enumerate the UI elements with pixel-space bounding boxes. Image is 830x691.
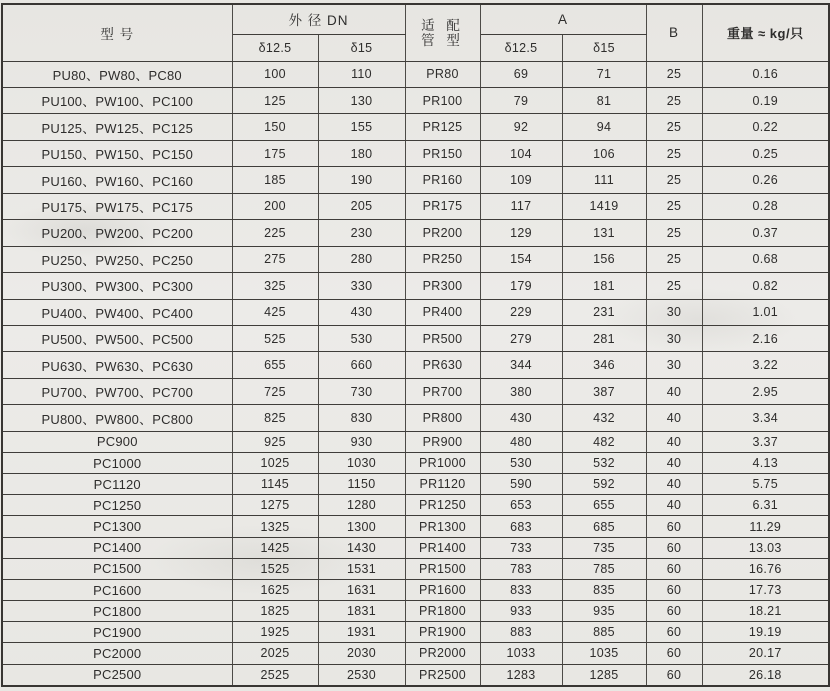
cell-dn-delta15: 530 xyxy=(318,326,405,352)
cell-pipe-type: PR1900 xyxy=(405,622,480,643)
cell-dn-delta12-5: 275 xyxy=(232,246,318,272)
cell-pipe-type: PR175 xyxy=(405,193,480,219)
header-dn-delta-15: δ15 xyxy=(318,34,405,61)
cell-weight: 11.29 xyxy=(702,516,829,537)
cell-a-delta15: 71 xyxy=(562,61,646,87)
cell-a-delta12-5: 933 xyxy=(480,601,562,622)
table-row xyxy=(2,537,829,558)
cell-dn-delta15: 1831 xyxy=(318,601,405,622)
cell-b: 25 xyxy=(646,167,702,193)
cell-pipe-type: PR1000 xyxy=(405,453,480,474)
cell-dn-delta12-5: 725 xyxy=(232,378,318,404)
cell-dn-delta15: 1931 xyxy=(318,622,405,643)
cell-a-delta15: 885 xyxy=(562,622,646,643)
cell-b: 40 xyxy=(646,474,702,495)
cell-model: PU300、PW300、PC300 xyxy=(2,273,232,299)
table-row xyxy=(2,193,829,219)
table-row xyxy=(2,220,829,246)
cell-weight: 1.01 xyxy=(702,299,829,325)
cell-dn-delta15: 1150 xyxy=(318,474,405,495)
table-row xyxy=(2,558,829,579)
cell-dn-delta12-5: 1825 xyxy=(232,601,318,622)
cell-dn-delta12-5: 925 xyxy=(232,431,318,452)
table-row xyxy=(2,87,829,113)
cell-a-delta12-5: 154 xyxy=(480,246,562,272)
cell-a-delta12-5: 117 xyxy=(480,193,562,219)
header-outer-diameter-dn: 外 径 DN xyxy=(232,4,405,34)
cell-pipe-type: PR1600 xyxy=(405,579,480,600)
cell-model: PU200、PW200、PC200 xyxy=(2,220,232,246)
cell-a-delta12-5: 92 xyxy=(480,114,562,140)
cell-pipe-type: PR1120 xyxy=(405,474,480,495)
table-body xyxy=(2,61,829,686)
cell-a-delta12-5: 104 xyxy=(480,140,562,166)
cell-weight: 2.95 xyxy=(702,378,829,404)
cell-dn-delta15: 2530 xyxy=(318,664,405,686)
cell-model: PU630、PW630、PC630 xyxy=(2,352,232,378)
cell-a-delta15: 1035 xyxy=(562,643,646,664)
cell-dn-delta15: 130 xyxy=(318,87,405,113)
cell-pipe-type: PR1250 xyxy=(405,495,480,516)
cell-dn-delta12-5: 2525 xyxy=(232,664,318,686)
cell-dn-delta15: 180 xyxy=(318,140,405,166)
cell-model: PU150、PW150、PC150 xyxy=(2,140,232,166)
cell-b: 25 xyxy=(646,114,702,140)
cell-a-delta15: 432 xyxy=(562,405,646,431)
cell-model: PC1900 xyxy=(2,622,232,643)
cell-a-delta12-5: 69 xyxy=(480,61,562,87)
table-row xyxy=(2,326,829,352)
cell-dn-delta15: 830 xyxy=(318,405,405,431)
cell-b: 60 xyxy=(646,643,702,664)
cell-model: PU175、PW175、PC175 xyxy=(2,193,232,219)
cell-dn-delta12-5: 100 xyxy=(232,61,318,87)
table-row xyxy=(2,378,829,404)
cell-b: 25 xyxy=(646,220,702,246)
cell-dn-delta12-5: 200 xyxy=(232,193,318,219)
table-row xyxy=(2,114,829,140)
cell-dn-delta15: 2030 xyxy=(318,643,405,664)
cell-pipe-type: PR1800 xyxy=(405,601,480,622)
cell-a-delta12-5: 733 xyxy=(480,537,562,558)
cell-a-delta15: 111 xyxy=(562,167,646,193)
cell-b: 60 xyxy=(646,579,702,600)
cell-weight: 18.21 xyxy=(702,601,829,622)
header-a-delta-15: δ15 xyxy=(562,34,646,61)
cell-model: PC1500 xyxy=(2,558,232,579)
table-row xyxy=(2,246,829,272)
cell-pipe-type: PR630 xyxy=(405,352,480,378)
header-pipe-type-line1: 适 配 xyxy=(421,17,464,33)
cell-dn-delta15: 730 xyxy=(318,378,405,404)
cell-pipe-type: PR250 xyxy=(405,246,480,272)
cell-a-delta12-5: 129 xyxy=(480,220,562,246)
cell-a-delta15: 131 xyxy=(562,220,646,246)
cell-a-delta15: 106 xyxy=(562,140,646,166)
cell-dn-delta15: 660 xyxy=(318,352,405,378)
cell-b: 40 xyxy=(646,405,702,431)
cell-a-delta15: 94 xyxy=(562,114,646,140)
cell-a-delta12-5: 79 xyxy=(480,87,562,113)
cell-model: PU500、PW500、PC500 xyxy=(2,326,232,352)
cell-a-delta12-5: 783 xyxy=(480,558,562,579)
cell-b: 60 xyxy=(646,601,702,622)
cell-dn-delta15: 930 xyxy=(318,431,405,452)
cell-pipe-type: PR300 xyxy=(405,273,480,299)
cell-model: PU250、PW250、PC250 xyxy=(2,246,232,272)
cell-pipe-type: PR1500 xyxy=(405,558,480,579)
cell-a-delta12-5: 1033 xyxy=(480,643,562,664)
table-row xyxy=(2,299,829,325)
cell-dn-delta15: 1430 xyxy=(318,537,405,558)
table-row xyxy=(2,453,829,474)
cell-b: 60 xyxy=(646,558,702,579)
cell-dn-delta15: 1300 xyxy=(318,516,405,537)
cell-weight: 0.22 xyxy=(702,114,829,140)
cell-b: 25 xyxy=(646,193,702,219)
cell-weight: 5.75 xyxy=(702,474,829,495)
cell-weight: 0.19 xyxy=(702,87,829,113)
spec-table xyxy=(1,3,830,687)
cell-b: 40 xyxy=(646,453,702,474)
cell-pipe-type: PR1400 xyxy=(405,537,480,558)
cell-weight: 26.18 xyxy=(702,664,829,686)
cell-dn-delta15: 280 xyxy=(318,246,405,272)
cell-weight: 2.16 xyxy=(702,326,829,352)
header-a-delta-12-5: δ12.5 xyxy=(480,34,562,61)
cell-a-delta15: 655 xyxy=(562,495,646,516)
header-pipe-type-line2: 管 型 xyxy=(421,32,464,48)
cell-model: PC2500 xyxy=(2,664,232,686)
cell-pipe-type: PR800 xyxy=(405,405,480,431)
cell-dn-delta12-5: 175 xyxy=(232,140,318,166)
cell-a-delta15: 482 xyxy=(562,431,646,452)
cell-dn-delta15: 1280 xyxy=(318,495,405,516)
cell-b: 60 xyxy=(646,664,702,686)
cell-a-delta12-5: 229 xyxy=(480,299,562,325)
cell-model: PC1300 xyxy=(2,516,232,537)
cell-a-delta12-5: 590 xyxy=(480,474,562,495)
cell-dn-delta12-5: 1025 xyxy=(232,453,318,474)
cell-model: PU80、PW80、PC80 xyxy=(2,61,232,87)
table-row xyxy=(2,352,829,378)
cell-model: PC1600 xyxy=(2,579,232,600)
cell-dn-delta12-5: 225 xyxy=(232,220,318,246)
cell-weight: 20.17 xyxy=(702,643,829,664)
cell-model: PC1250 xyxy=(2,495,232,516)
cell-dn-delta12-5: 2025 xyxy=(232,643,318,664)
cell-pipe-type: PR150 xyxy=(405,140,480,166)
cell-model: PU800、PW800、PC800 xyxy=(2,405,232,431)
cell-dn-delta15: 190 xyxy=(318,167,405,193)
cell-weight: 0.16 xyxy=(702,61,829,87)
cell-weight: 3.22 xyxy=(702,352,829,378)
cell-weight: 0.28 xyxy=(702,193,829,219)
cell-pipe-type: PR100 xyxy=(405,87,480,113)
header-a: A xyxy=(480,4,646,34)
cell-dn-delta12-5: 525 xyxy=(232,326,318,352)
cell-a-delta15: 835 xyxy=(562,579,646,600)
cell-weight: 17.73 xyxy=(702,579,829,600)
table-row xyxy=(2,431,829,452)
cell-model: PU700、PW700、PC700 xyxy=(2,378,232,404)
header-weight: 重量 ≈ kg/只 xyxy=(702,4,829,61)
cell-pipe-type: PR500 xyxy=(405,326,480,352)
cell-model: PC2000 xyxy=(2,643,232,664)
cell-pipe-type: PR125 xyxy=(405,114,480,140)
table-row xyxy=(2,495,829,516)
cell-pipe-type: PR900 xyxy=(405,431,480,452)
cell-b: 60 xyxy=(646,537,702,558)
cell-a-delta12-5: 380 xyxy=(480,378,562,404)
cell-b: 25 xyxy=(646,246,702,272)
cell-a-delta15: 1285 xyxy=(562,664,646,686)
cell-a-delta12-5: 109 xyxy=(480,167,562,193)
cell-a-delta12-5: 480 xyxy=(480,431,562,452)
cell-model: PU400、PW400、PC400 xyxy=(2,299,232,325)
cell-model: PC900 xyxy=(2,431,232,452)
cell-dn-delta15: 1030 xyxy=(318,453,405,474)
cell-b: 25 xyxy=(646,87,702,113)
cell-a-delta15: 181 xyxy=(562,273,646,299)
cell-dn-delta12-5: 1525 xyxy=(232,558,318,579)
table-row xyxy=(2,140,829,166)
cell-pipe-type: PR160 xyxy=(405,167,480,193)
cell-pipe-type: PR2000 xyxy=(405,643,480,664)
cell-model: PC1800 xyxy=(2,601,232,622)
cell-dn-delta12-5: 150 xyxy=(232,114,318,140)
table-row xyxy=(2,579,829,600)
cell-a-delta12-5: 883 xyxy=(480,622,562,643)
cell-dn-delta12-5: 1145 xyxy=(232,474,318,495)
cell-weight: 3.34 xyxy=(702,405,829,431)
cell-a-delta12-5: 530 xyxy=(480,453,562,474)
cell-a-delta12-5: 279 xyxy=(480,326,562,352)
cell-weight: 13.03 xyxy=(702,537,829,558)
cell-pipe-type: PR400 xyxy=(405,299,480,325)
cell-a-delta15: 685 xyxy=(562,516,646,537)
cell-b: 25 xyxy=(646,61,702,87)
cell-a-delta15: 281 xyxy=(562,326,646,352)
cell-b: 40 xyxy=(646,431,702,452)
cell-model: PC1120 xyxy=(2,474,232,495)
cell-dn-delta12-5: 1425 xyxy=(232,537,318,558)
cell-a-delta12-5: 430 xyxy=(480,405,562,431)
table-row xyxy=(2,474,829,495)
cell-a-delta12-5: 653 xyxy=(480,495,562,516)
cell-weight: 3.37 xyxy=(702,431,829,452)
cell-dn-delta15: 430 xyxy=(318,299,405,325)
cell-dn-delta12-5: 1625 xyxy=(232,579,318,600)
header-dn-delta-12-5: δ12.5 xyxy=(232,34,318,61)
table-row xyxy=(2,61,829,87)
header-model: 型 号 xyxy=(2,4,232,61)
cell-b: 40 xyxy=(646,495,702,516)
cell-b: 25 xyxy=(646,273,702,299)
header-b: B xyxy=(646,4,702,61)
cell-b: 30 xyxy=(646,352,702,378)
table-row xyxy=(2,643,829,664)
table-row xyxy=(2,622,829,643)
cell-dn-delta15: 1531 xyxy=(318,558,405,579)
cell-dn-delta15: 110 xyxy=(318,61,405,87)
cell-b: 60 xyxy=(646,622,702,643)
cell-b: 40 xyxy=(646,378,702,404)
table-header xyxy=(2,4,829,61)
cell-model: PU100、PW100、PC100 xyxy=(2,87,232,113)
cell-dn-delta15: 230 xyxy=(318,220,405,246)
cell-a-delta15: 1419 xyxy=(562,193,646,219)
cell-weight: 0.26 xyxy=(702,167,829,193)
cell-b: 30 xyxy=(646,326,702,352)
cell-dn-delta15: 205 xyxy=(318,193,405,219)
cell-dn-delta12-5: 1925 xyxy=(232,622,318,643)
cell-weight: 4.13 xyxy=(702,453,829,474)
cell-a-delta12-5: 179 xyxy=(480,273,562,299)
table-row xyxy=(2,601,829,622)
cell-weight: 0.37 xyxy=(702,220,829,246)
cell-pipe-type: PR700 xyxy=(405,378,480,404)
cell-a-delta15: 346 xyxy=(562,352,646,378)
cell-a-delta15: 156 xyxy=(562,246,646,272)
cell-dn-delta12-5: 1275 xyxy=(232,495,318,516)
cell-a-delta15: 935 xyxy=(562,601,646,622)
cell-dn-delta12-5: 125 xyxy=(232,87,318,113)
cell-model: PU125、PW125、PC125 xyxy=(2,114,232,140)
table-row xyxy=(2,516,829,537)
cell-pipe-type: PR200 xyxy=(405,220,480,246)
cell-a-delta15: 387 xyxy=(562,378,646,404)
cell-weight: 16.76 xyxy=(702,558,829,579)
cell-pipe-type: PR1300 xyxy=(405,516,480,537)
cell-dn-delta12-5: 425 xyxy=(232,299,318,325)
table-row xyxy=(2,167,829,193)
cell-pipe-type: PR80 xyxy=(405,61,480,87)
table-row xyxy=(2,405,829,431)
header-pipe-type xyxy=(405,4,480,61)
cell-model: PU160、PW160、PC160 xyxy=(2,167,232,193)
cell-dn-delta15: 1631 xyxy=(318,579,405,600)
cell-pipe-type: PR2500 xyxy=(405,664,480,686)
cell-a-delta15: 735 xyxy=(562,537,646,558)
cell-b: 25 xyxy=(646,140,702,166)
cell-a-delta15: 231 xyxy=(562,299,646,325)
cell-weight: 0.25 xyxy=(702,140,829,166)
table-row xyxy=(2,273,829,299)
cell-a-delta12-5: 344 xyxy=(480,352,562,378)
cell-a-delta15: 532 xyxy=(562,453,646,474)
cell-dn-delta12-5: 825 xyxy=(232,405,318,431)
cell-dn-delta12-5: 325 xyxy=(232,273,318,299)
table-row xyxy=(2,664,829,686)
cell-model: PC1400 xyxy=(2,537,232,558)
cell-b: 60 xyxy=(646,516,702,537)
cell-weight: 0.82 xyxy=(702,273,829,299)
cell-a-delta15: 785 xyxy=(562,558,646,579)
cell-a-delta12-5: 683 xyxy=(480,516,562,537)
cell-weight: 0.68 xyxy=(702,246,829,272)
cell-weight: 19.19 xyxy=(702,622,829,643)
cell-dn-delta12-5: 185 xyxy=(232,167,318,193)
cell-b: 30 xyxy=(646,299,702,325)
cell-a-delta12-5: 1283 xyxy=(480,664,562,686)
cell-dn-delta15: 330 xyxy=(318,273,405,299)
cell-a-delta12-5: 833 xyxy=(480,579,562,600)
cell-a-delta15: 592 xyxy=(562,474,646,495)
cell-dn-delta12-5: 655 xyxy=(232,352,318,378)
cell-dn-delta15: 155 xyxy=(318,114,405,140)
cell-dn-delta12-5: 1325 xyxy=(232,516,318,537)
cell-weight: 6.31 xyxy=(702,495,829,516)
cell-model: PC1000 xyxy=(2,453,232,474)
cell-a-delta15: 81 xyxy=(562,87,646,113)
